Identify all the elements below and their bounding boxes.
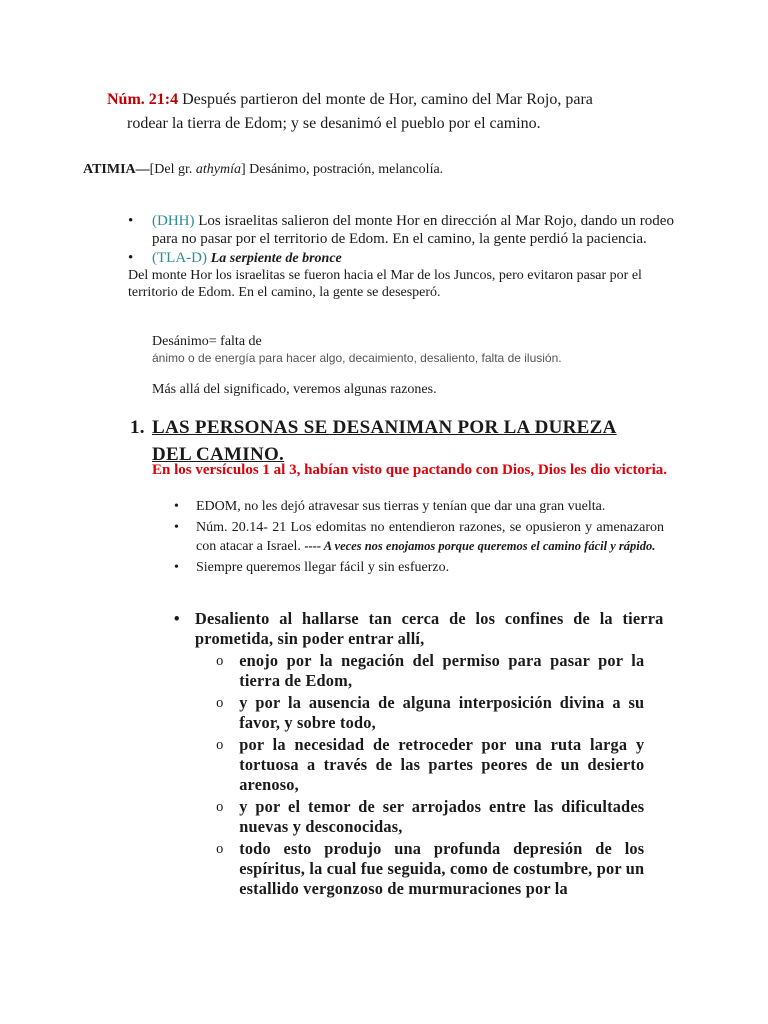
- verse-line-2: rodear la tierra de Edom; y se desanimó el pueblo por el camino.: [127, 115, 541, 132]
- definition-pre: [Del gr.: [149, 162, 196, 177]
- desanimo-definition: [152, 333, 712, 367]
- sub-point-item: o por la necesidad de retroceder por una ruta larga y tortuosa a través de las partes peores de un desierto arenoso,: [195, 735, 644, 795]
- version-tag: (TLA-D): [152, 250, 207, 266]
- points-list: [172, 498, 664, 580]
- main-point-text: • Desaliento al hallarse tan cerca de los confines de la tierra prometida, sin poder entrar allí,: [195, 609, 664, 648]
- version-item-dhh: [128, 212, 688, 248]
- definition: [83, 161, 723, 179]
- point-item: [172, 559, 664, 577]
- point-item: [172, 519, 664, 556]
- section-subheading: En los versículos 1 al 3, habían visto que pactando con Dios, Dios les dio victoria.: [152, 462, 668, 478]
- version-text: Del monte Hor los israelitas se fueron hacia el Mar de los Juncos, pero evitaron pasar por el territorio de Edom. En el camino, la gente se desesperó.: [128, 268, 642, 300]
- verse-reference: Núm. 21:4: [107, 91, 179, 108]
- definition-post: ] Desánimo, postración, melancolía.: [241, 162, 444, 177]
- point-text: Siempre queremos llegar fácil y sin esfuerzo.: [196, 560, 450, 575]
- desanimo-label: Desánimo= falta de: [152, 334, 262, 349]
- sub-points-list: [195, 651, 644, 899]
- version-text: Los israelitas salieron del monte Hor en dirección al Mar Rojo, dando un rodeo para no pasar por el territorio de Edom. En el camino, la gente perdió la paciencia.: [152, 213, 674, 247]
- sub-point-item: o enojo por la negación del permiso para pasar por la tierra de Edom,: [195, 651, 644, 691]
- point-text: EDOM, no les dejó atravesar sus tierras y tenían que dar una gran vuelta.: [196, 499, 606, 514]
- sub-point-item: o y por la ausencia de alguna interposición divina a su favor, y sobre todo,: [195, 693, 644, 733]
- definition-term: ATIMIA—: [83, 162, 150, 177]
- heading-text: LAS PERSONAS SE DESANIMAN POR LA DUREZA DEL CAMINO.: [152, 417, 617, 465]
- version-tag: (DHH): [152, 213, 195, 229]
- verse-block: [107, 88, 667, 136]
- desanimo-meaning: ánimo o de energía para hacer algo, decaimiento, desaliento, falta de ilusión.: [152, 351, 562, 365]
- heading-number: 1.: [130, 417, 145, 438]
- sub-point-item: o todo esto produjo una profunda depresión de los espíritus, la cual fue seguida, como de costumbre, por un estallido vergonzoso de murmuraciones por la: [195, 839, 644, 899]
- version-title: La serpiente de bronce: [210, 251, 342, 266]
- versions-list: [128, 212, 688, 302]
- version-item-tla: [128, 249, 688, 301]
- sub-point-item: o y por el temor de ser arrojados entre las dificultades nuevas y desconocidas,: [195, 797, 644, 837]
- main-point-item: [172, 609, 664, 899]
- point-emphasis: ---- A veces nos enojamos porque queremos el camino fácil y rápido.: [304, 539, 656, 553]
- point-text: Núm. 20.14- 21 Los edomitas no entendieron razones, se opusieron y amenazaron con atacar a Israel.: [196, 520, 664, 554]
- verse-line-1: Después partieron del monte de Hor, camino del Mar Rojo, para: [178, 91, 593, 108]
- definition-greek-word: athymía: [195, 162, 242, 177]
- main-point-list: [172, 609, 664, 899]
- section-heading: [130, 414, 650, 468]
- intro-line: Más allá del significado, veremos algunas razones.: [152, 382, 437, 397]
- point-item: [172, 498, 664, 516]
